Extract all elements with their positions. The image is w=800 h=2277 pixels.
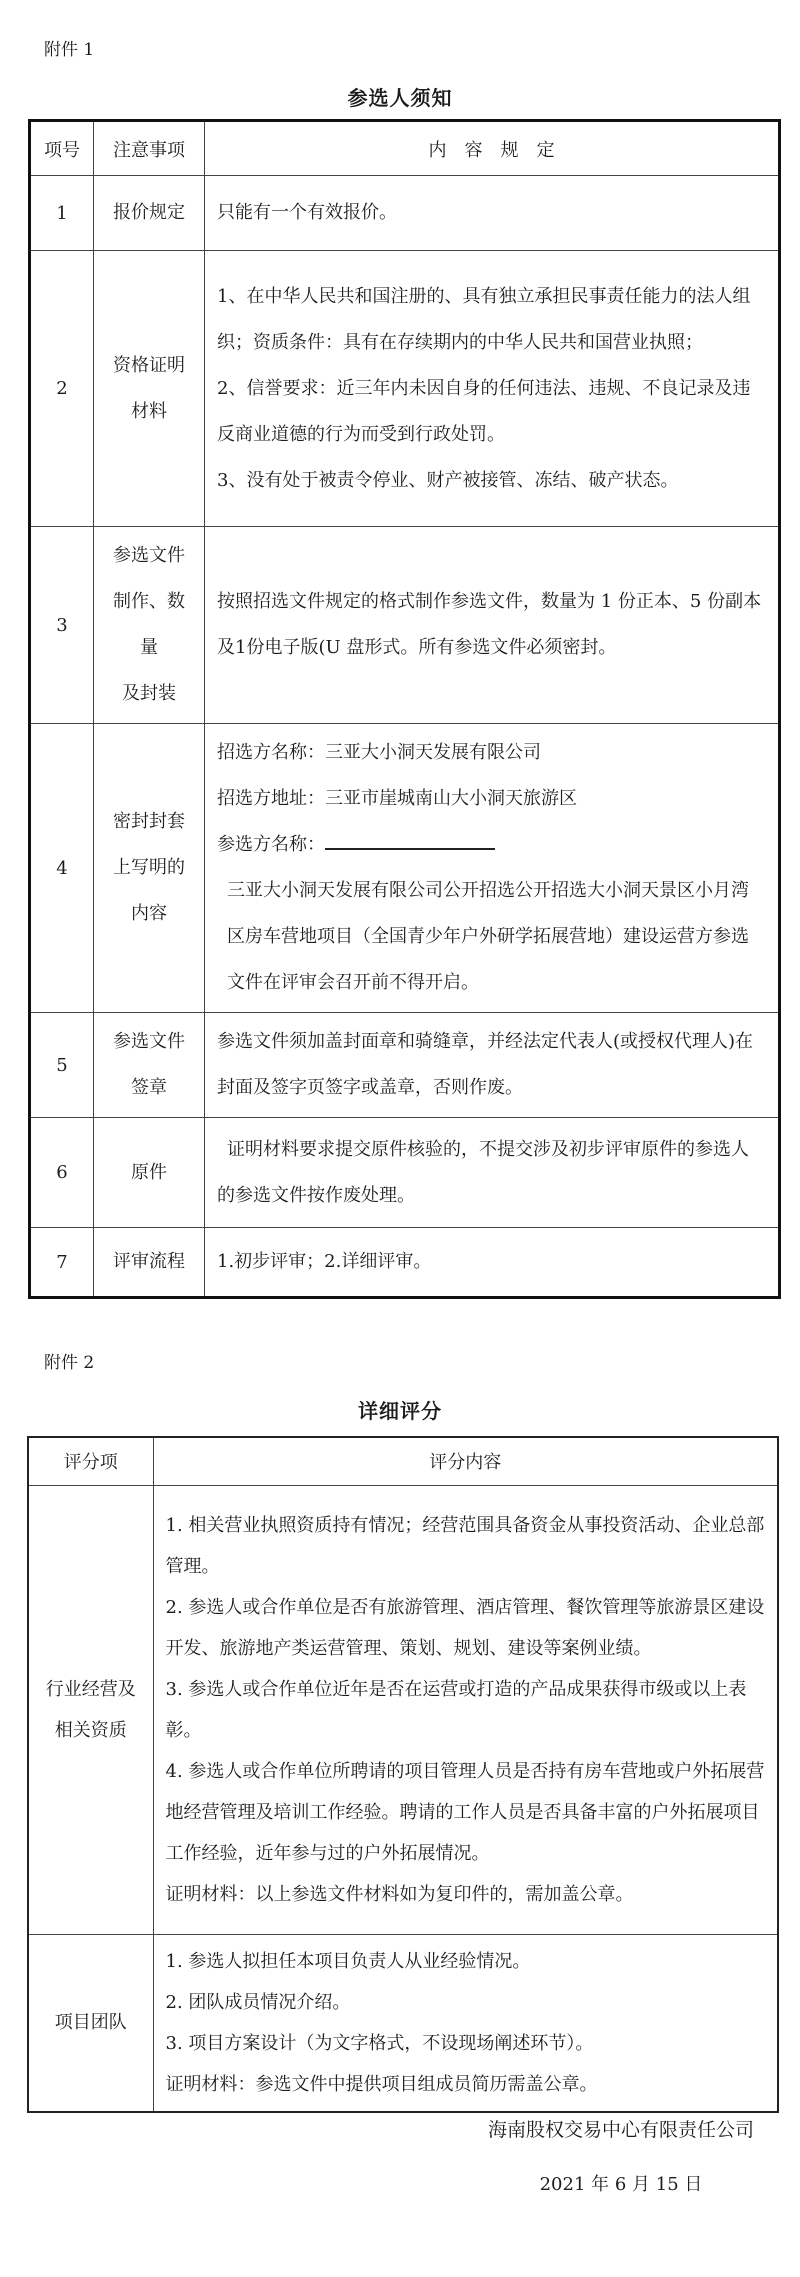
row-number: 4 (30, 724, 94, 1013)
document-footer (488, 2118, 754, 2197)
row-number: 3 (30, 527, 94, 724)
content-paragraph: 证明材料要求提交原件核验的，不提交涉及初步评审原件的参选人的参选文件按作废处理。 (217, 1138, 749, 1206)
row-label: 报价规定 (113, 202, 185, 223)
row-label: 参选文件 (113, 1031, 185, 1052)
table-row (28, 1485, 778, 1934)
content-paragraph: 只能有一个有效报价。 (217, 202, 397, 223)
content-paragraph: 招选方地址：三亚市崖城南山大小洞天旅游区 (217, 788, 577, 809)
content-paragraph: 参选文件须加盖封面章和骑缝章，并经法定代表人(或授权代理人)在封面及签字页签字或盖章，否则作废。 (217, 1031, 754, 1098)
content-paragraph: 4. 参选人或合作单位所聘请的项目管理人员是否持有房车营地或户外拓展营地经营管理及培训工作经验。聘请的工作人员是否具备丰富的户外拓展项目工作经验，近年参与过的户外拓展情况。 (165, 1760, 765, 1864)
row-number: 1 (30, 176, 94, 251)
content-paragraph (217, 822, 766, 868)
scoring-table (27, 1436, 779, 2113)
table-row (30, 251, 780, 527)
row-label: 原件 (131, 1161, 167, 1183)
content-paragraph: 1.初步评审；2.详细评审。 (217, 1251, 432, 1272)
row-number: 5 (30, 1013, 94, 1118)
content-paragraph: 2. 参选人或合作单位是否有旅游管理、酒店管理、餐饮管理等旅游景区建设开发、旅游地产类运营管理、策划、规划、建设等案例业绩。 (165, 1596, 765, 1659)
content-paragraph: 证明材料：以上参选文件材料如为复印件的，需加盖公章。 (165, 1883, 634, 1905)
row-number: 7 (30, 1228, 94, 1298)
content-paragraph: 3、没有处于被责令停业、财产被接管、冻结、破产状态。 (217, 469, 679, 491)
row-label: 相关资质 (54, 1719, 127, 1741)
content-paragraph: 1. 参选人拟担任本项目负责人从业经验情况。 (165, 1950, 531, 1972)
header-notice-item: 注意事项 (94, 121, 205, 176)
row-label: 资格证明 (113, 354, 185, 376)
table-row (30, 527, 780, 724)
row-label: 签章 (131, 1077, 167, 1098)
header-scoring-content: 评分内容 (153, 1437, 778, 1485)
header-content-rule: 内 容 规 定 (205, 121, 780, 176)
content-paragraph: 三亚大小洞天发展有限公司公开招选公开招选大小洞天景区小月湾区房车营地项目（全国青少年户外研学拓展营地）建设运营方参选文件在评审会召开前不得开启。 (227, 880, 749, 993)
table-row (30, 1118, 780, 1228)
content-paragraph: 3. 参选人或合作单位近年是否在运营或打造的产品成果获得市级或以上表彰。 (165, 1678, 747, 1741)
header-scoring-item: 评分项 (28, 1437, 153, 1485)
row-label: 参选文件 (113, 545, 185, 566)
scoring-table-title: 详细评分 (358, 1399, 442, 1423)
content-paragraph: 按照招选文件规定的格式制作参选文件，数量为 1 份正本、5 份副本及1份电子版(U 盘形式。所有参选文件必须密封。 (217, 591, 762, 658)
row-label: 材料 (131, 400, 167, 422)
content-paragraph: 1. 相关营业执照资质持有情况；经营范围具备资金从事投资活动、企业总部管理。 (165, 1514, 765, 1577)
content-paragraph: 2. 团队成员情况介绍。 (165, 1991, 351, 2013)
content-paragraph: 招选方名称：三亚大小洞天发展有限公司 (217, 742, 541, 763)
row-number: 6 (30, 1118, 94, 1228)
notice-table (28, 119, 781, 1299)
row-label: 密封封套 (113, 811, 185, 832)
content-paragraph: 证明材料：参选文件中提供项目组成员简历需盖公章。 (165, 2073, 598, 2095)
table-row (30, 1228, 780, 1298)
participant-name-label: 参选方名称： (217, 834, 325, 855)
attachment2-label: 附件 2 (44, 1353, 95, 1373)
footer-date: 2021 年 6 月 15 日 (539, 2174, 703, 2195)
header-item-no: 项号 (30, 121, 94, 176)
row-number: 2 (30, 251, 94, 527)
table-header-row (30, 121, 780, 176)
table-row (30, 1013, 780, 1118)
row-label: 及封装 (122, 683, 176, 704)
row-label: 上写明的 (113, 857, 185, 878)
content-paragraph: 1、在中华人民共和国注册的、具有独立承担民事责任能力的法人组织；资质条件：具有在存续期内的中华人民共和国营业执照； (217, 285, 751, 353)
footer-company: 海南股权交易中心有限责任公司 (487, 2119, 754, 2141)
table-row (28, 1934, 778, 2112)
row-label: 项目团队 (54, 2012, 127, 2033)
table-row (30, 724, 780, 1013)
row-label: 制作、数量 (113, 591, 185, 658)
fill-in-blank-line (325, 834, 495, 850)
row-label: 评审流程 (113, 1251, 185, 1272)
content-paragraph: 2、信誉要求：近三年内未因自身的任何违法、违规、不良记录及违反商业道德的行为而受到行政处罚。 (217, 377, 751, 445)
row-label: 内容 (131, 903, 167, 924)
table-row (30, 176, 780, 251)
notice-table-title: 参选人须知 (347, 86, 453, 110)
table-header-row (28, 1437, 778, 1485)
content-paragraph: 3. 项目方案设计（为文字格式，不设现场阐述环节）。 (165, 2032, 594, 2054)
attachment1-label: 附件 1 (44, 40, 95, 60)
row-label: 行业经营及 (45, 1678, 136, 1700)
